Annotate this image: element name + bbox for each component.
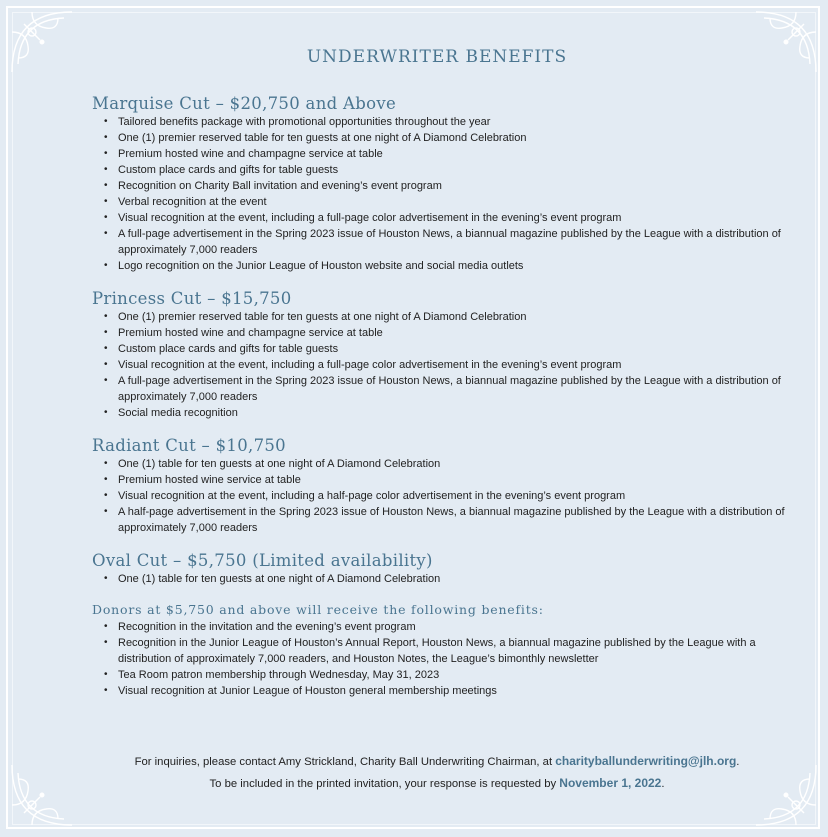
benefit-list [92, 309, 792, 421]
benefit-item: • Visual recognition at the event, including a full-page color advertisement in the evening’s event program [104, 210, 792, 226]
tier-heading: Marquise Cut – $20,750 and Above [92, 94, 397, 113]
footer [0, 751, 828, 795]
benefit-item: • Tailored benefits package with promotional opportunities throughout the year [104, 114, 792, 130]
tier-heading: Oval Cut – $5,750 (Limited availability) [92, 551, 433, 570]
deadline-line [0, 773, 828, 795]
contact-end: . [736, 756, 740, 768]
tier-heading: Radiant Cut – $10,750 [92, 436, 286, 455]
benefit-item: • Verbal recognition at the event [104, 194, 792, 210]
benefit-item: • A full-page advertisement in the Spring 2023 issue of Houston News, a biannual magazine published by the League with a distribution of approximately 7,000 readers [104, 226, 792, 258]
benefit-item: • Custom place cards and gifts for table guests [104, 341, 792, 357]
donors-heading: Donors at $5,750 and above will receive the following benefits: [92, 602, 544, 617]
donor-benefits [92, 601, 792, 699]
benefit-list [92, 114, 792, 274]
benefit-item: • Social media recognition [104, 405, 792, 421]
contact-text: For inquiries, please contact Amy Strickland, Charity Ball Underwriting Chairman, at [134, 756, 556, 768]
benefit-item: • Custom place cards and gifts for table guests [104, 162, 792, 178]
benefit-item: • Tea Room patron membership through Wednesday, May 31, 2023 [104, 667, 792, 683]
benefit-item: • Premium hosted wine service at table [104, 472, 792, 488]
deadline-date: November 1, 2022 [559, 776, 662, 790]
deadline-text: To be included in the printed invitation, your response is requested by [209, 778, 560, 790]
benefit-list [92, 571, 792, 587]
page-title: UNDERWRITER BENEFITS [306, 47, 568, 67]
benefit-list [92, 619, 792, 699]
benefit-list [92, 456, 792, 536]
benefit-item: • Recognition in the Junior League of Houston’s Annual Report, Houston News, a biannual magazine published by the League with a distribution of approximately 7,000 readers, and Houston Notes, the League’s bimonthly newsletter [104, 635, 792, 667]
benefit-item: • One (1) table for ten guests at one night of A Diamond Celebration [104, 456, 792, 472]
tier-oval [92, 550, 792, 587]
ornament-corner-icon [2, 2, 82, 82]
tier-marquise [92, 93, 792, 274]
benefit-item: • Visual recognition at the event, including a full-page color advertisement in the evening’s event program [104, 357, 792, 373]
benefit-item: • One (1) premier reserved table for ten guests at one night of A Diamond Celebration [104, 309, 792, 325]
benefit-item: • Recognition in the invitation and the evening’s event program [104, 619, 792, 635]
benefit-item: • A half-page advertisement in the Spring 2023 issue of Houston News, a biannual magazine published by the League with a distribution of approximately 7,000 readers [104, 504, 792, 536]
benefit-item: • Visual recognition at Junior League of Houston general membership meetings [104, 683, 792, 699]
ornament-corner-icon [746, 2, 826, 82]
benefit-item: • Recognition on Charity Ball invitation and evening’s event program [104, 178, 792, 194]
tier-heading: Princess Cut – $15,750 [92, 289, 292, 308]
benefit-item: • Logo recognition on the Junior League of Houston website and social media outlets [104, 258, 792, 274]
deadline-end: . [661, 778, 665, 790]
benefit-item: • Premium hosted wine and champagne service at table [104, 325, 792, 341]
benefit-item: • One (1) premier reserved table for ten guests at one night of A Diamond Celebration [104, 130, 792, 146]
benefit-item: • One (1) table for ten guests at one night of A Diamond Celebration [104, 571, 792, 587]
contact-email-link[interactable]: charityballunderwriting@jlh.org [555, 754, 737, 768]
benefit-item: • A full-page advertisement in the Spring 2023 issue of Houston News, a biannual magazine published by the League with a distribution of approximately 7,000 readers [104, 373, 792, 405]
benefit-item: • Premium hosted wine and champagne service at table [104, 146, 792, 162]
contact-line [0, 751, 828, 773]
benefit-item: • Visual recognition at the event, including a half-page color advertisement in the evening’s event program [104, 488, 792, 504]
tier-princess [92, 288, 792, 421]
benefits-content [92, 93, 792, 713]
tier-radiant [92, 435, 792, 536]
